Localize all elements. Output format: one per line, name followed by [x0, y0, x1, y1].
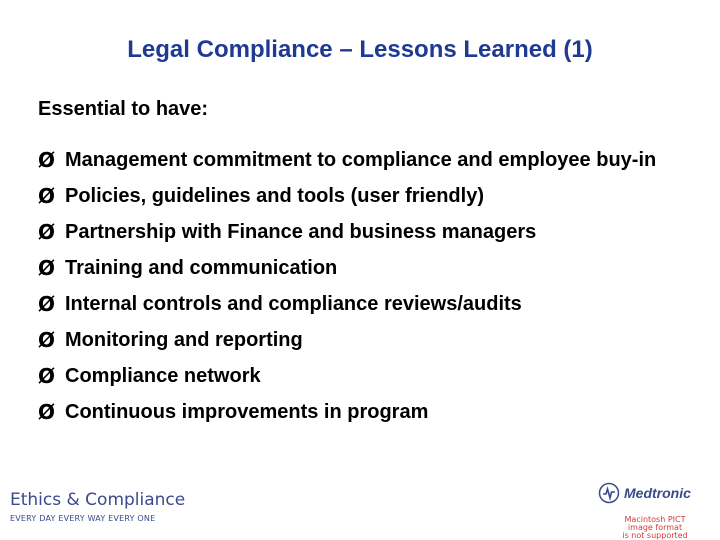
brand-tagline: EVERY DAY EVERY WAY EVERY ONE [10, 514, 156, 523]
list-item [38, 400, 678, 424]
company-logo [598, 482, 691, 504]
arrow-bullet-icon: Ø [38, 148, 56, 172]
bullet-text: Partnership with Finance and business managers [65, 221, 537, 243]
bullet-text: Internal controls and compliance reviews/audits [65, 293, 522, 315]
warning-line: is not supported [622, 531, 688, 540]
arrow-bullet-icon: Ø [38, 220, 56, 244]
list-item [38, 256, 678, 280]
intro-text: Essential to have: [38, 98, 209, 120]
list-item [38, 292, 678, 316]
arrow-bullet-icon: Ø [38, 400, 56, 424]
arrow-bullet-icon: Ø [38, 184, 56, 208]
bullet-text: Policies, guidelines and tools (user friendly) [65, 185, 484, 207]
slide-title: Legal Compliance – Lessons Learned (1) [127, 36, 593, 63]
list-item [38, 148, 678, 172]
bullet-text: Management commitment to compliance and employee buy-in [65, 149, 657, 171]
image-placeholder-warning [596, 516, 714, 540]
list-item [38, 184, 678, 208]
arrow-bullet-icon: Ø [38, 292, 56, 316]
arrow-bullet-icon: Ø [38, 256, 56, 280]
arrow-bullet-icon: Ø [38, 328, 56, 352]
warning-line: image format [627, 523, 683, 532]
medtronic-logo-icon [598, 482, 620, 504]
bullet-text: Training and communication [65, 257, 338, 279]
list-item [38, 364, 678, 388]
bullet-text: Compliance network [65, 365, 261, 387]
bullet-text: Continuous improvements in program [65, 401, 429, 423]
list-item [38, 220, 678, 244]
bullet-text: Monitoring and reporting [65, 329, 303, 351]
arrow-bullet-icon: Ø [38, 364, 56, 388]
list-item [38, 328, 678, 352]
brand-block [10, 490, 185, 523]
logo-text: Medtronic [624, 485, 691, 501]
bullet-list [38, 148, 678, 436]
warning-line: Macintosh PICT [624, 515, 686, 524]
brand-name: Ethics & Compliance [10, 490, 186, 510]
